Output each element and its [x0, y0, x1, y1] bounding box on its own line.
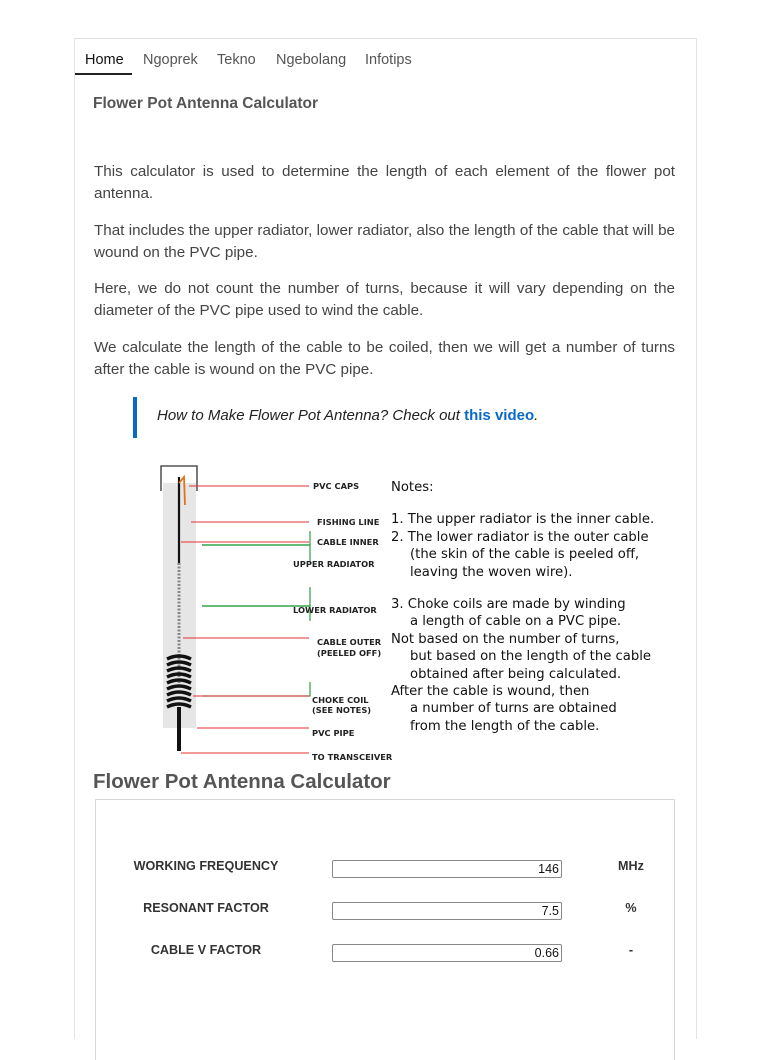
label-peeled-off: (PEELED OFF)	[317, 648, 382, 658]
diagram-notes	[391, 479, 691, 735]
active-tab-indicator	[75, 73, 132, 75]
nav-home[interactable]: Home	[85, 52, 124, 68]
unit-dash: -	[628, 943, 634, 957]
note-5b: a number of turns are obtained	[410, 701, 617, 717]
post-title: Flower Pot Antenna Calculator	[93, 95, 319, 112]
nav-tekno[interactable]: Tekno	[217, 52, 256, 68]
label-lower-radiator: LOWER RADIATOR	[293, 605, 377, 615]
nav-ngebolang[interactable]: Ngebolang	[276, 52, 347, 68]
label-cable-outer: CABLE OUTER	[317, 637, 382, 647]
label-choke-coil: CHOKE COIL	[312, 695, 369, 705]
intro-paragraph-3: Here, we do not count the number of turns, because it will vary depending on the diameter of the PVC pipe used to wind the cable.	[94, 280, 675, 319]
label-see-notes: (SEE NOTES)	[312, 705, 372, 715]
label-pvc-pipe: PVC PIPE	[312, 728, 355, 738]
intro-paragraph-4: We calculate the length of the cable to be coiled, then we will get a number of turns after the cable is wound on the PVC pipe.	[94, 339, 675, 378]
calculator-form	[95, 799, 675, 1060]
blockquote-end: .	[534, 407, 539, 424]
blockquote-bar	[133, 397, 137, 438]
intro-paragraph-1: This calculator is used to determine the length of each element of the flower pot antenna.	[94, 163, 675, 202]
note-2a: 2. The lower radiator is the outer cable	[391, 529, 649, 545]
cable-v-factor-input[interactable]	[332, 944, 562, 962]
resonant-factor-input[interactable]	[332, 902, 562, 920]
top-nav	[75, 39, 696, 75]
choke-coil-shape	[167, 656, 191, 707]
note-4c: obtained after being calculated.	[410, 666, 622, 682]
note-3b: a length of cable on a PVC pipe.	[410, 614, 622, 630]
nav-infotips[interactable]: Infotips	[365, 52, 412, 68]
label-upper-radiator: UPPER RADIATOR	[293, 559, 375, 569]
working-frequency-input[interactable]	[332, 860, 562, 878]
label-working-frequency: WORKING FREQUENCY	[133, 859, 279, 873]
video-link[interactable]: this video	[464, 407, 535, 424]
label-pvc-caps: PVC CAPS	[313, 481, 360, 491]
pointer-arrows	[181, 486, 309, 753]
content-card	[74, 38, 697, 1039]
note-3a: 3. Choke coils are made by winding	[391, 597, 626, 613]
calculator-title: Flower Pot Antenna Calculator	[93, 770, 391, 793]
note-2c: leaving the woven wire).	[410, 564, 573, 580]
intro-paragraph-2: That includes the upper radiator, lower radiator, also the length of the cable that will be wound on the PVC pipe.	[94, 222, 675, 261]
label-to-transceiver: TO TRANSCEIVER	[312, 752, 393, 762]
note-4b: but based on the length of the cable	[410, 649, 651, 665]
note-5a: After the cable is wound, then	[391, 684, 590, 700]
note-5c: from the length of the cable.	[410, 718, 600, 734]
note-2b: (the skin of the cable is peeled off,	[410, 547, 640, 563]
label-fishing-line: FISHING LINE	[317, 517, 380, 527]
label-resonant-factor: RESONANT FACTOR	[143, 901, 269, 915]
blockquote-text: How to Make Flower Pot Antenna? Check out	[157, 407, 465, 424]
note-4a: Not based on the number of turns,	[391, 631, 620, 647]
notes-heading: Notes:	[391, 480, 434, 495]
blockquote	[157, 407, 538, 424]
nav-ngoprek[interactable]: Ngoprek	[143, 52, 198, 68]
antenna-diagram	[159, 463, 399, 762]
unit-percent: %	[625, 901, 637, 915]
unit-mhz: MHz	[618, 859, 644, 873]
note-1: 1. The upper radiator is the inner cable.	[391, 512, 655, 528]
label-cable-inner: CABLE INNER	[317, 537, 379, 547]
label-cable-v-factor: CABLE V FACTOR	[150, 943, 262, 957]
